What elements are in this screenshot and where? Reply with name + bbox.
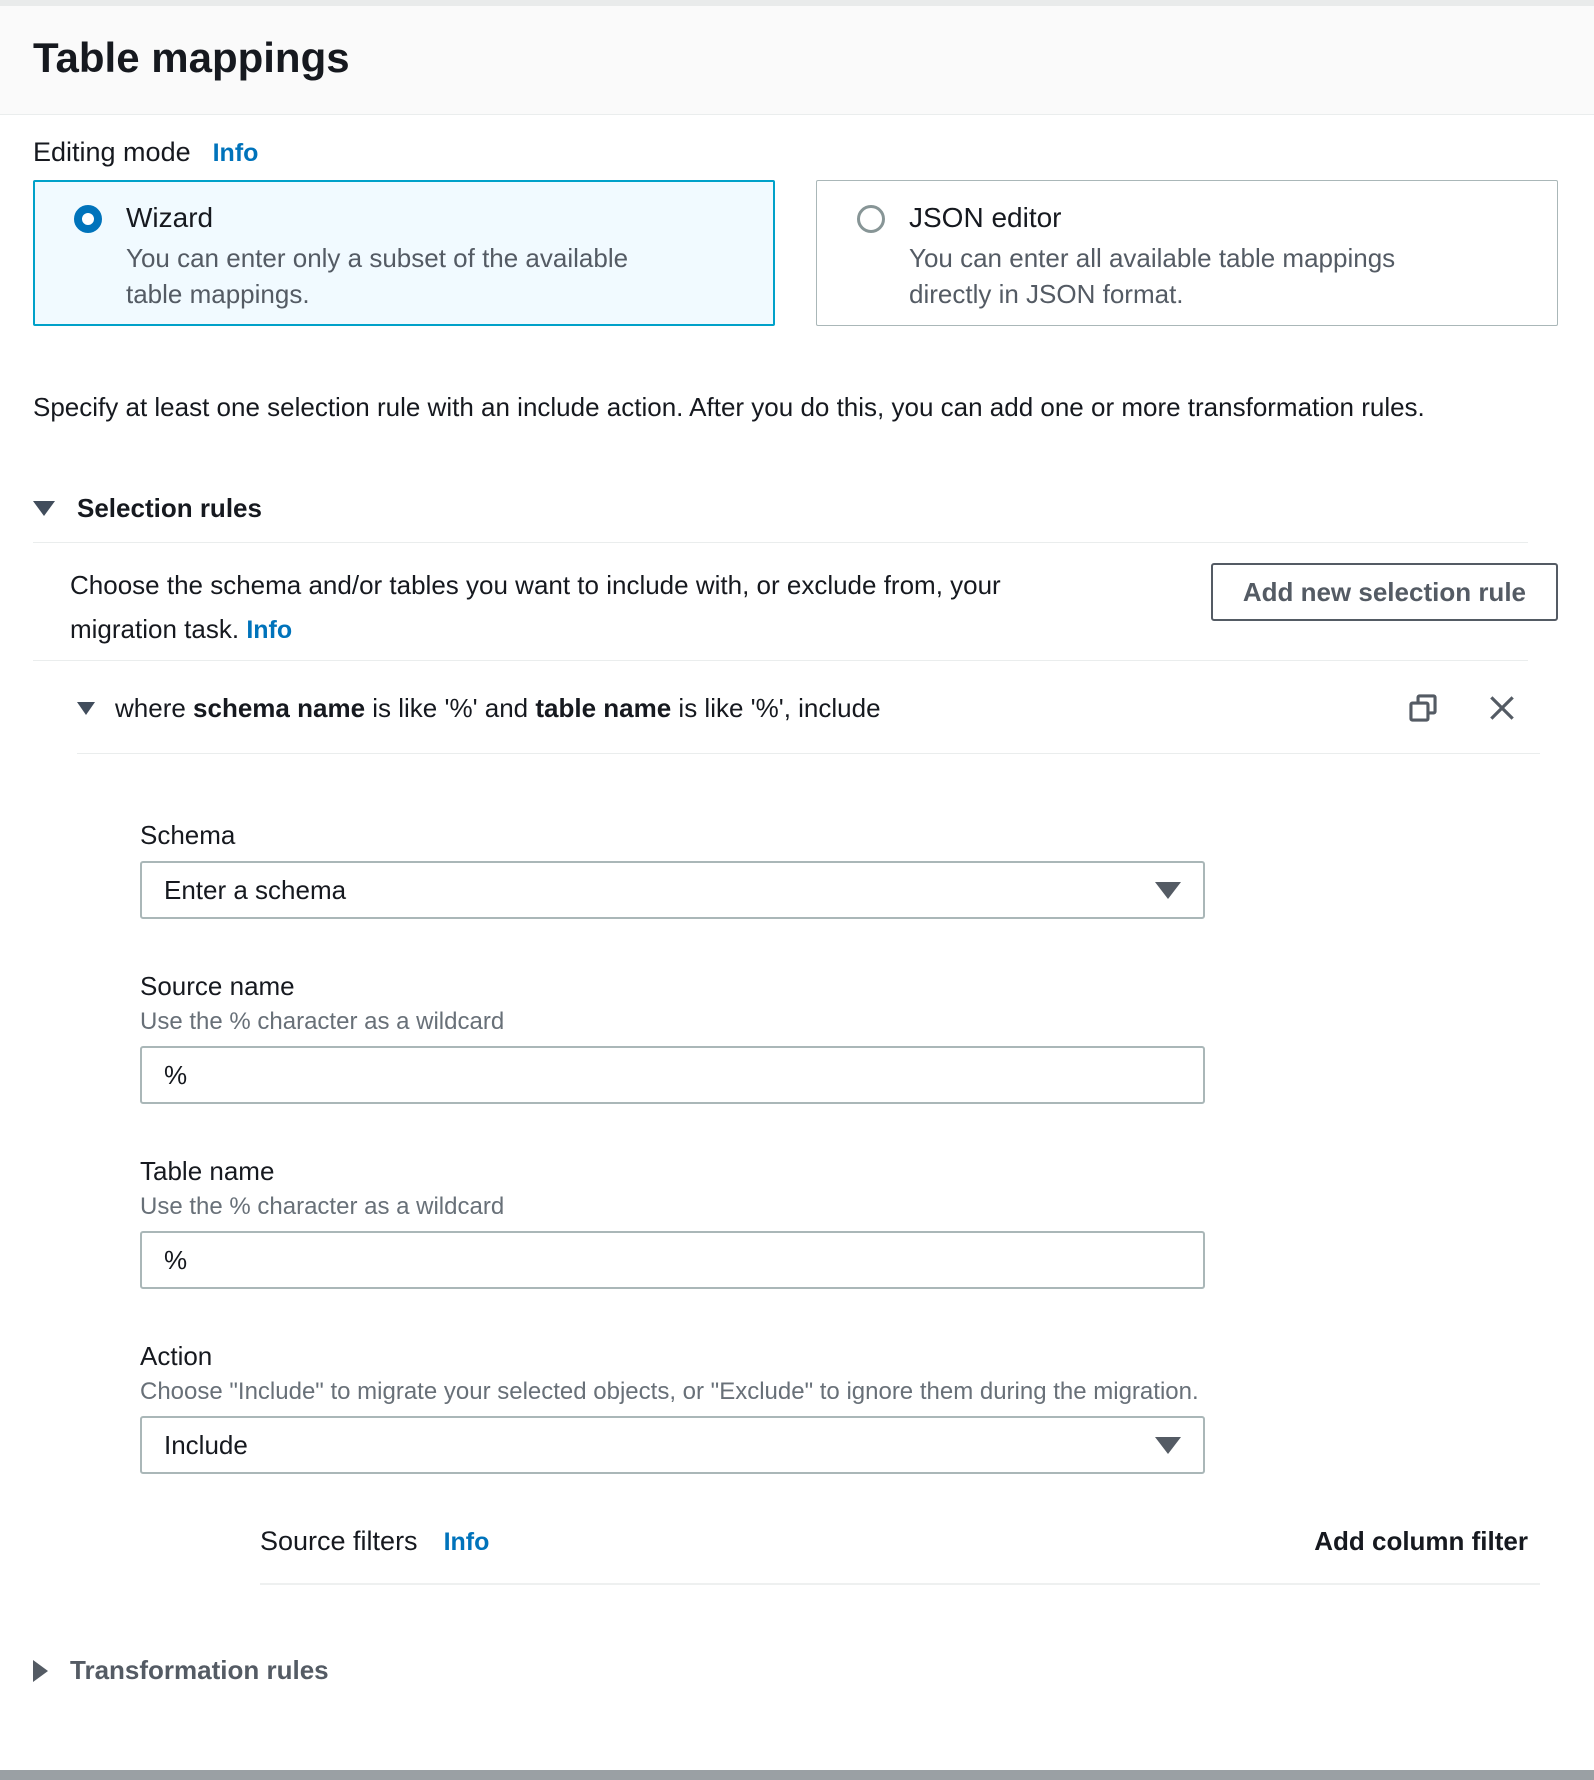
- source-filters-label: Source filters: [260, 1526, 418, 1556]
- selection-rules-section: [33, 493, 1558, 1585]
- intro-text: Specify at least one selection rule with an include action. After you do this, you can add one or more transformation rules.: [33, 392, 1425, 422]
- selection-rule-header-row: [77, 661, 1558, 753]
- rule-summary-table-name: table name: [535, 692, 672, 723]
- select-caret-down-icon: [1155, 1437, 1181, 1454]
- chevron-right-icon: [33, 1660, 48, 1682]
- json-editor-option-text: [909, 198, 1469, 312]
- rule-summary-text: is like '%' and: [365, 692, 536, 723]
- selection-rules-description-row: [70, 563, 1558, 652]
- editing-mode-info-link[interactable]: Info: [212, 139, 259, 167]
- close-icon: [1486, 692, 1518, 724]
- table-mappings-content: [0, 137, 1594, 1686]
- divider: [33, 542, 1528, 543]
- action-select-value: Include: [164, 1429, 248, 1460]
- editing-mode-option-wizard[interactable]: [33, 180, 775, 326]
- action-select[interactable]: [140, 1416, 1205, 1474]
- selection-rules-header[interactable]: [33, 493, 1558, 524]
- divider: [260, 1583, 1540, 1585]
- add-new-selection-rule-button[interactable]: Add new selection rule: [1211, 563, 1558, 621]
- rule-summary-schema-name: schema name: [193, 692, 366, 723]
- editing-mode-option-json-editor[interactable]: [816, 180, 1558, 326]
- schema-select[interactable]: [140, 861, 1205, 919]
- editing-mode-label: Editing mode: [33, 137, 191, 167]
- transformation-rules-title: Transformation rules: [70, 1655, 329, 1685]
- source-filters-row: [260, 1526, 1558, 1557]
- page-title: Table mappings: [33, 34, 350, 81]
- radio-unselected-icon[interactable]: [857, 205, 885, 233]
- selection-rules-info-link[interactable]: Info: [246, 616, 293, 644]
- select-caret-down-icon: [1155, 882, 1181, 899]
- wizard-option-text: [126, 198, 686, 312]
- selection-rule-form: [140, 820, 1558, 1585]
- source-filters-info-link[interactable]: Info: [443, 1528, 490, 1556]
- rule-summary-text: where: [115, 692, 194, 723]
- transformation-rules-header[interactable]: [33, 1655, 1558, 1686]
- source-name-input[interactable]: [140, 1046, 1205, 1104]
- json-editor-option-description: You can enter all available table mappings directly in JSON format.: [909, 243, 1396, 309]
- chevron-down-icon: [33, 501, 55, 516]
- wizard-option-description: You can enter only a subset of the available table mappings.: [126, 243, 629, 309]
- table-name-helper: Use the % character as a wildcard: [140, 1193, 505, 1220]
- selection-rules-title: Selection rules: [77, 493, 262, 523]
- radio-selected-icon[interactable]: [74, 205, 102, 233]
- action-helper: Choose "Include" to migrate your selected objects, or "Exclude" to ignore them during the migration.: [140, 1378, 1199, 1405]
- source-name-label: Source name: [140, 971, 295, 1001]
- editing-mode-row: [33, 137, 1558, 168]
- action-label: Action: [140, 1341, 213, 1371]
- wizard-option-label: Wizard: [126, 202, 214, 233]
- rule-summary-text: is like '%', include: [671, 692, 881, 723]
- panel-header: [0, 6, 1594, 115]
- source-name-helper: Use the % character as a wildcard: [140, 1008, 505, 1035]
- selection-rules-description-text: Choose the schema and/or tables you want to include with, or exclude from, your migration task.: [70, 570, 1001, 644]
- copy-icon: [1406, 691, 1440, 725]
- bottom-panel-edge: [0, 1770, 1594, 1780]
- json-editor-option-label: JSON editor: [909, 202, 1062, 233]
- rule-chevron-down-icon[interactable]: [77, 702, 95, 715]
- selection-rules-description: [70, 563, 1060, 652]
- remove-rule-button[interactable]: [1486, 692, 1518, 724]
- schema-select-value: Enter a schema: [164, 874, 347, 905]
- add-column-filter-button[interactable]: Add column filter: [1314, 1526, 1528, 1556]
- copy-rule-button[interactable]: [1406, 691, 1440, 725]
- schema-label: Schema: [140, 820, 236, 850]
- rule-summary: [115, 693, 881, 724]
- editing-mode-options: [33, 180, 1558, 326]
- divider: [77, 753, 1540, 754]
- table-name-input[interactable]: [140, 1231, 1205, 1289]
- table-name-label: Table name: [140, 1156, 275, 1186]
- rule-actions: [1406, 691, 1518, 725]
